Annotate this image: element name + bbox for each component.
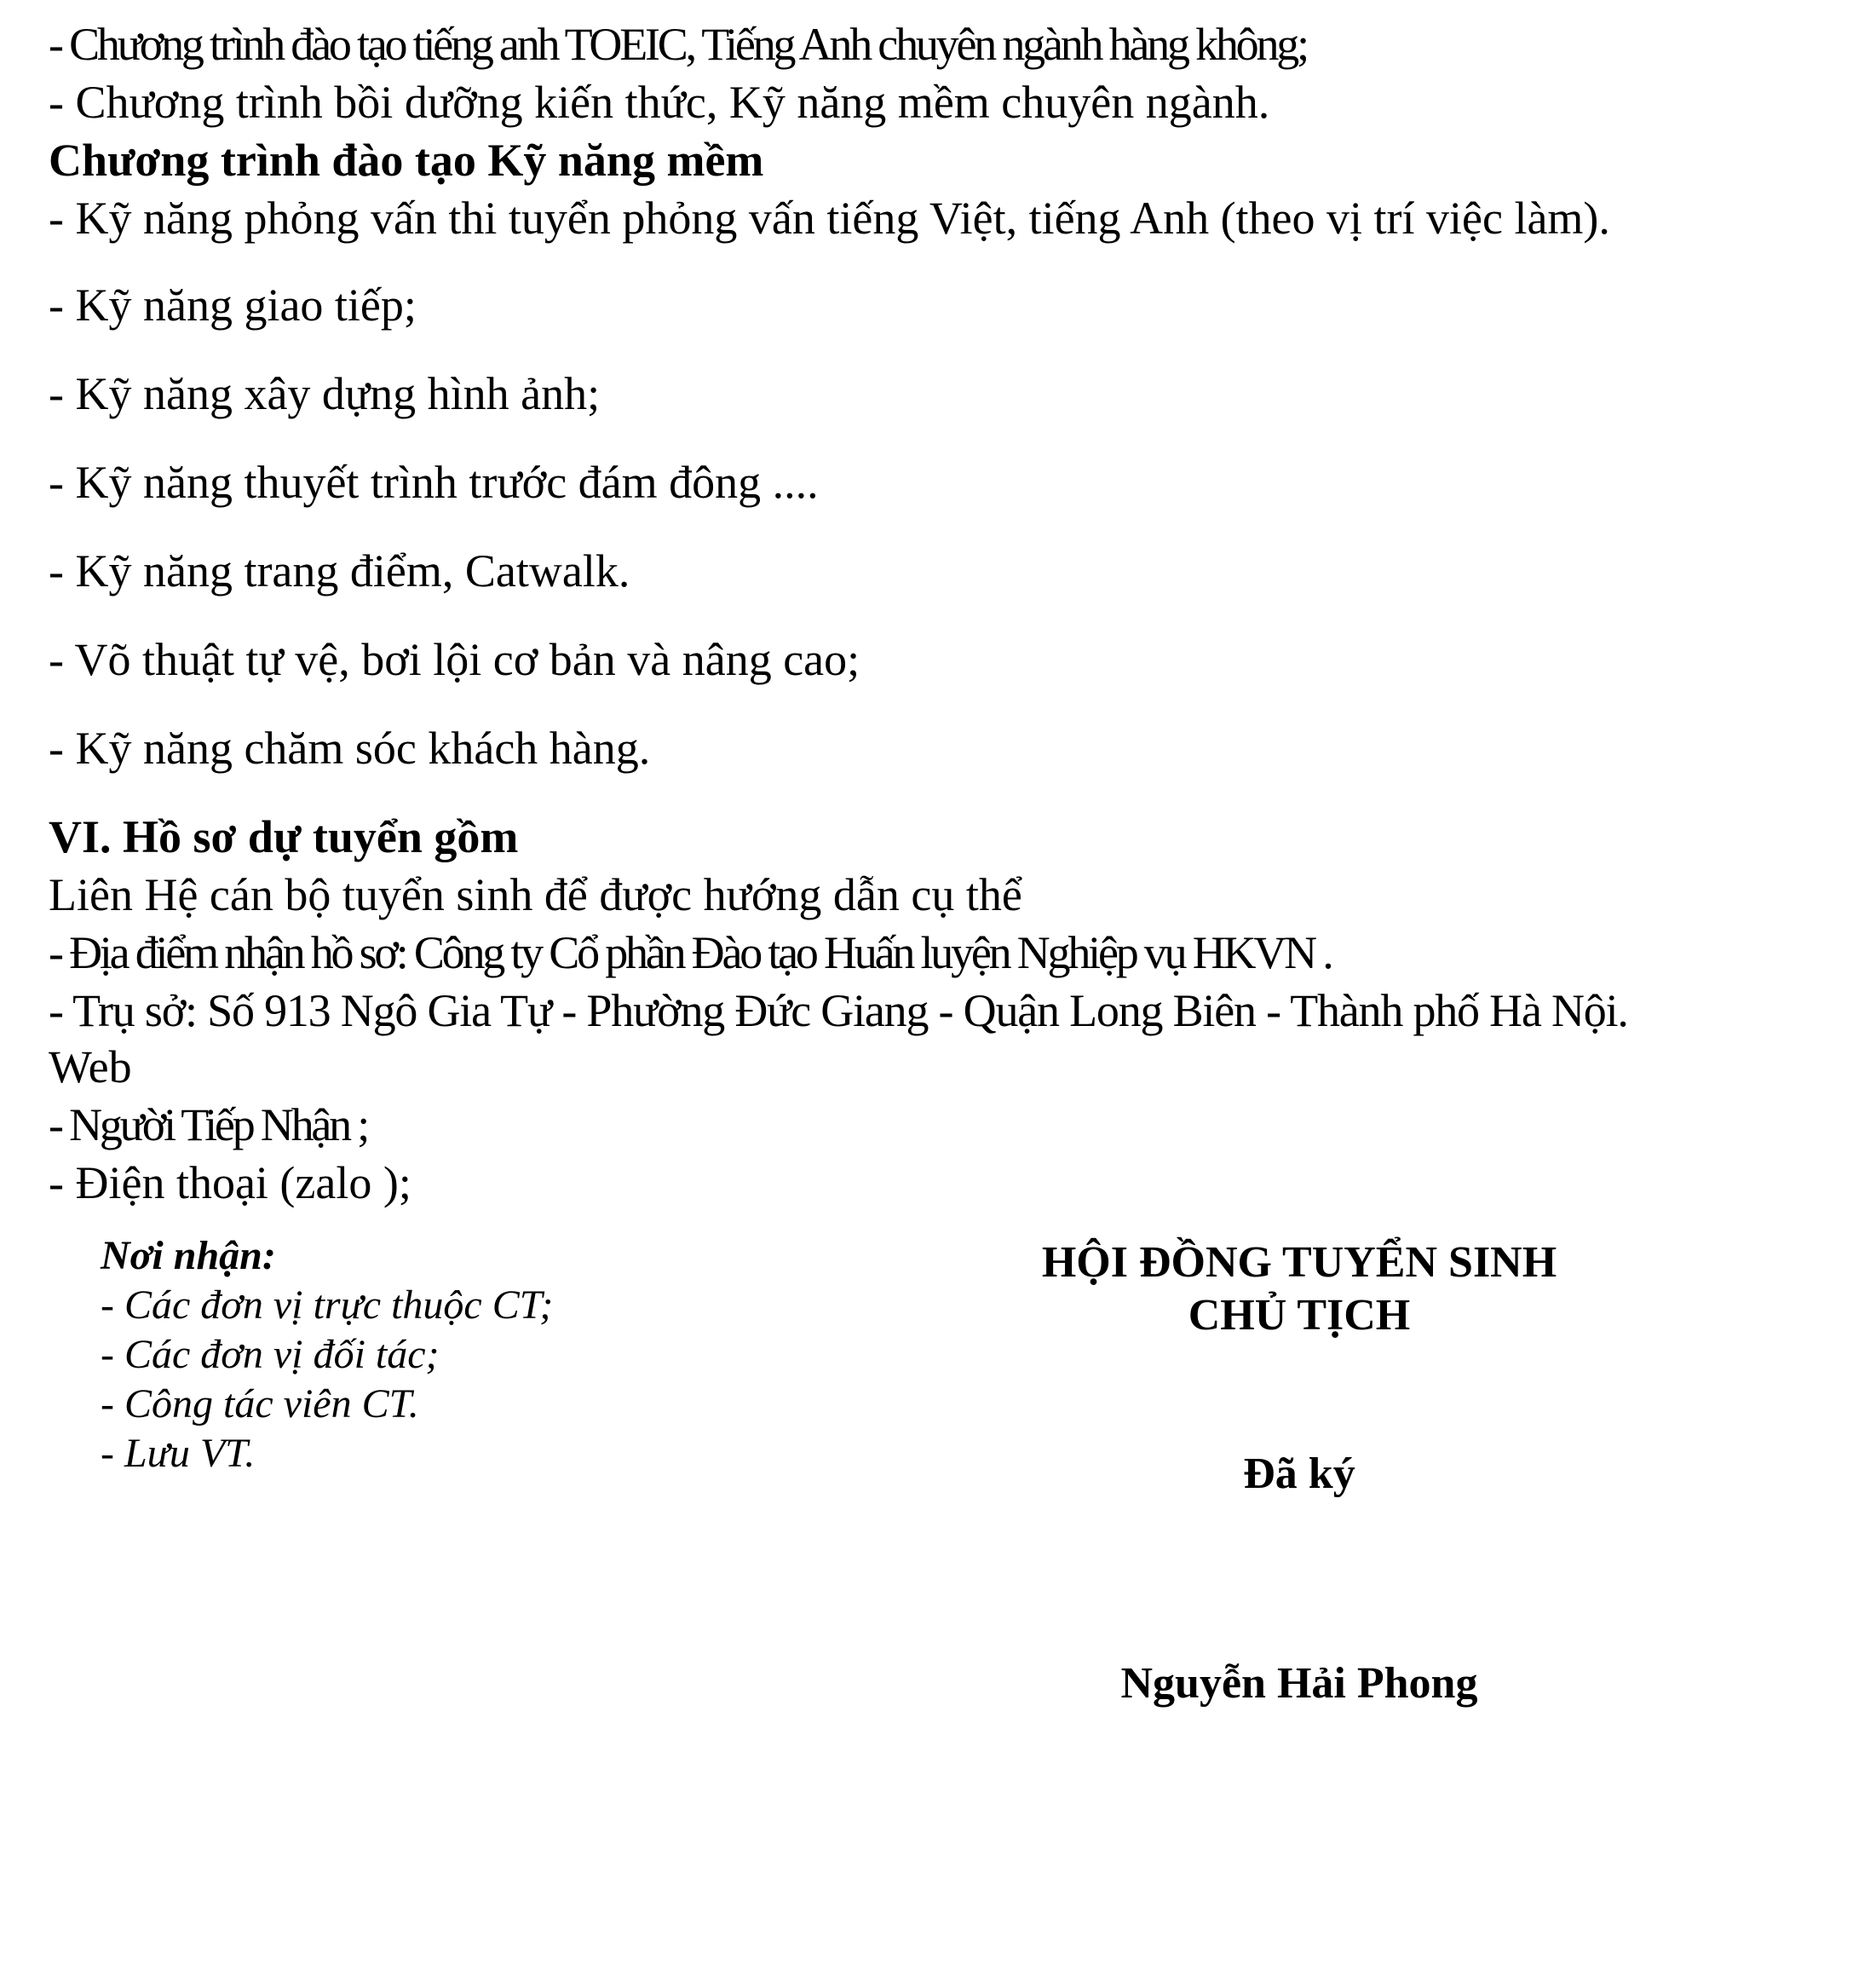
recipient-item: - Công tác viên CT. — [101, 1381, 419, 1426]
signer-name: Nguyễn Hải Phong — [1120, 1659, 1478, 1708]
skill-item: - Kỹ năng giao tiếp; — [49, 280, 417, 331]
office-line: - Trụ sở: Số 913 Ngô Gia Tự - Phường Đức Giang - Quận Long Biên - Thành phố Hà Nội. — [49, 985, 1628, 1036]
section-vi-heading: VI. Hồ sơ dự tuyển gồm — [49, 811, 519, 862]
soft-skills-heading: Chương trình đào tạo Kỹ năng mềm — [49, 135, 764, 186]
chairman-title: CHỦ TỊCH — [1188, 1291, 1411, 1340]
recipient-item: - Các đơn vị trực thuộc CT; — [101, 1282, 554, 1328]
program-line-toeic: - Chương trình đào tạo tiếng anh TOEIC, Tiếng Anh chuyên ngành hàng không; — [49, 19, 1307, 70]
recipient-item: - Các đơn vị đối tác; — [101, 1332, 440, 1377]
skill-item: - Võ thuật tự vệ, bơi lội cơ bản và nâng cao; — [49, 634, 860, 685]
council-title: HỘI ĐỒNG TUYỂN SINH — [1041, 1238, 1557, 1287]
contact-line: Liên Hệ cán bộ tuyển sinh để được hướng dẫn cụ thể — [49, 869, 1022, 920]
skill-item: - Kỹ năng phỏng vấn thi tuyển phỏng vấn tiếng Việt, tiếng Anh (theo vị trí việc làm). — [49, 193, 1610, 244]
signed-note: Đã ký — [1243, 1449, 1355, 1498]
skill-item: - Kỹ năng thuyết trình trước đám đông .... — [49, 457, 819, 508]
receiver-line: - Người Tiếp Nhận ; — [49, 1099, 368, 1150]
recipient-item: - Lưu VT. — [101, 1431, 256, 1476]
skill-item: - Kỹ năng chăm sóc khách hàng. — [49, 723, 651, 774]
web-line: Web — [49, 1041, 132, 1092]
program-line-soft-skills: - Chương trình bồi dưỡng kiến thức, Kỹ năng mềm chuyên ngành. — [49, 77, 1270, 128]
skill-item: - Kỹ năng trang điểm, Catwalk. — [49, 545, 630, 596]
recipients-heading: Nơi nhận: — [101, 1233, 276, 1278]
location-line: - Địa điểm nhận hồ sơ: Công ty Cổ phần Đào tạo Huấn luyện Nghiệp vụ HKVN . — [49, 927, 1332, 978]
skill-item: - Kỹ năng xây dựng hình ảnh; — [49, 368, 601, 419]
phone-line: - Điện thoại (zalo ); — [49, 1157, 411, 1208]
